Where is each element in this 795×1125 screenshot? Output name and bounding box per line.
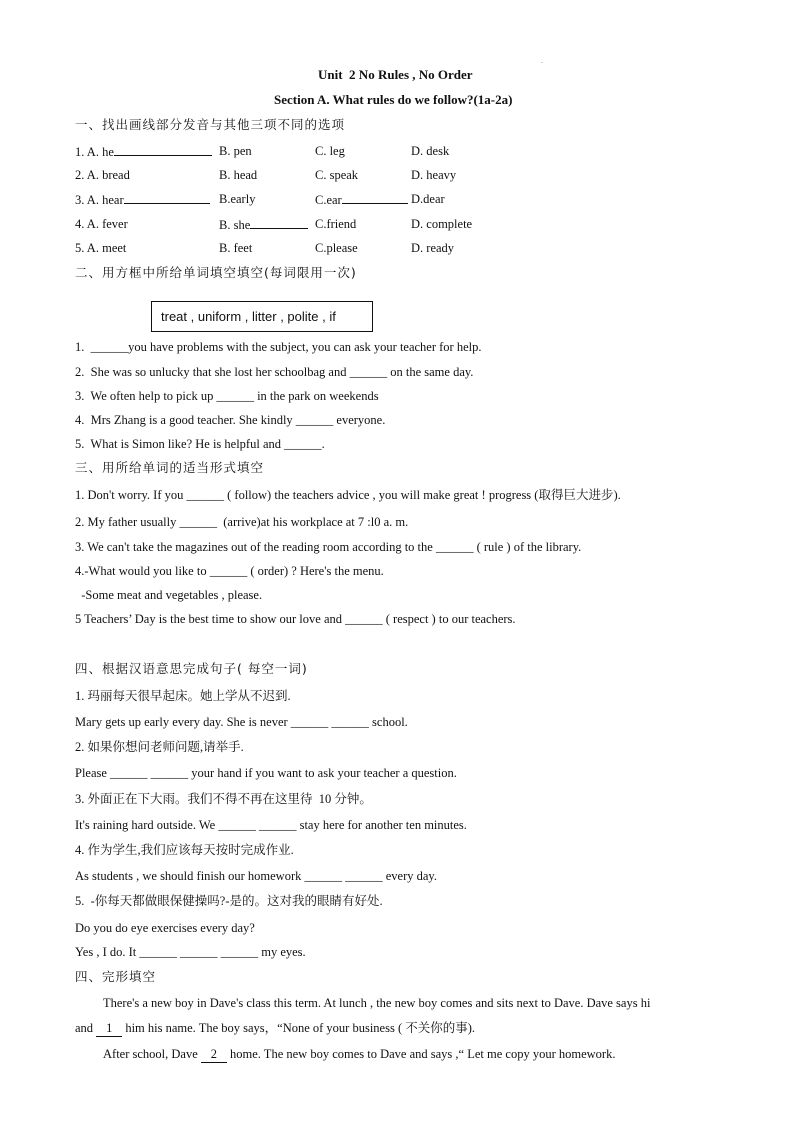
part5-heading: 四、完形填空 bbox=[75, 969, 157, 984]
part2-item-1: 1. ______you have problems with the subject, you can ask your teacher for help. bbox=[75, 340, 482, 354]
row1-option-d: D. desk bbox=[411, 144, 450, 158]
row4-option-b: B. she bbox=[219, 216, 308, 233]
part4-en-2: Please ______ ______ your hand if you want to ask your teacher a question. bbox=[75, 766, 457, 780]
part4-en-4: As students , we should finish our homework ______ ______ every day. bbox=[75, 869, 437, 883]
part3-item-3: 3. We can't take the magazines out of the reading room according to the ______ ( rule ) of the library. bbox=[75, 540, 582, 554]
part3-item-5: 5 Teachers’ Day is the best time to show our love and ______ ( respect ) to our teachers. bbox=[75, 612, 516, 626]
cloze-paragraph-line-2: and 1 him his name. The boy says，“None of your business ( 不关你的事). bbox=[75, 1021, 476, 1035]
page-title: Unit 2 No Rules , No Order bbox=[318, 67, 473, 82]
cloze-paragraph-line-3: After school, Dave 2 home. The new boy comes to Dave and says ,“ Let me copy your homework. bbox=[103, 1047, 616, 1061]
row3-option-c: C.ear bbox=[315, 191, 408, 208]
part4-en-1: Mary gets up early every day. She is never ______ ______ school. bbox=[75, 715, 408, 729]
part2-item-4: 4. Mrs Zhang is a good teacher. She kindly ______ everyone. bbox=[75, 413, 386, 427]
part2-item-5: 5. What is Simon like? He is helpful and ______. bbox=[75, 437, 325, 451]
row3-option-d: D.dear bbox=[411, 192, 445, 206]
part4-cn-2: 2. 如果你想问老师问题,请举手. bbox=[75, 740, 244, 754]
row2-option-c: C. speak bbox=[315, 168, 359, 182]
part2-item-2: 2. She was so unlucky that she lost her schoolbag and ______ on the same day. bbox=[75, 365, 474, 379]
corner-mark: . bbox=[541, 56, 543, 65]
part4-cn-5: 5. -你每天都做眼保健操吗?-是的。这对我的眼睛有好处. bbox=[75, 894, 383, 908]
row4-option-c: C.friend bbox=[315, 217, 357, 231]
row1-option-c: C. leg bbox=[315, 144, 345, 158]
row4-option-a: 4. A. fever bbox=[75, 217, 128, 231]
row3-option-b: B.early bbox=[219, 192, 256, 206]
row1-option-a: 1. A. he bbox=[75, 143, 212, 160]
part3-heading: 三、用所给单词的适当形式填空 bbox=[75, 460, 265, 475]
row5-option-a: 5. A. meet bbox=[75, 241, 127, 255]
row1-option-b: B. pen bbox=[219, 144, 252, 158]
part4-heading: 四、根据汉语意思完成句子( 每空一词) bbox=[75, 661, 308, 676]
cloze-blank-2: 2 bbox=[201, 1046, 227, 1063]
part4-cn-3: 3. 外面正在下大雨。我们不得不再在这里待 10 分钟。 bbox=[75, 792, 372, 806]
row2-option-d: D. heavy bbox=[411, 168, 457, 182]
part3-item-1: 1. Don't worry. If you ______ ( follow) the teachers advice , you will make great ! progress (取得巨大进步). bbox=[75, 488, 621, 502]
part4-cn-1: 1. 玛丽每天很早起床。她上学从不迟到. bbox=[75, 689, 291, 703]
row5-option-b: B. feet bbox=[219, 241, 253, 255]
row4-option-d: D. complete bbox=[411, 217, 473, 231]
row2-option-b: B. head bbox=[219, 168, 258, 182]
part3-item-4-answer: -Some meat and vegetables , please. bbox=[75, 588, 263, 602]
row2-option-a: 2. A. bread bbox=[75, 168, 130, 182]
row5-option-c: C.please bbox=[315, 241, 358, 255]
cloze-blank-1: 1 bbox=[96, 1020, 122, 1037]
part4-en-5b: Yes , I do. It ______ ______ ______ my eyes. bbox=[75, 945, 306, 959]
part3-item-2: 2. My father usually ______ (arrive)at his workplace at 7 :l0 a. m. bbox=[75, 515, 409, 529]
cloze-paragraph-line-1: There's a new boy in Dave's class this term. At lunch , the new boy comes and sits next to Dave. Dave says hi bbox=[103, 996, 651, 1010]
part3-item-4: 4.-What would you like to ______ ( order) ? Here's the menu. bbox=[75, 564, 384, 578]
part4-en-5a: Do you do eye exercises every day? bbox=[75, 921, 255, 935]
part2-heading: 二、用方框中所给单词填空填空(每词限用一次) bbox=[75, 265, 357, 280]
word-box: treat , uniform , litter , polite , if bbox=[151, 301, 373, 332]
part2-item-3: 3. We often help to pick up ______ in the park on weekends bbox=[75, 389, 379, 403]
page-subtitle: Section A. What rules do we follow?(1a-2a) bbox=[274, 92, 513, 107]
part4-en-3: It's raining hard outside. We ______ ______ stay here for another ten minutes. bbox=[75, 818, 467, 832]
part1-heading: 一、找出画线部分发音与其他三项不同的选项 bbox=[75, 117, 346, 132]
row3-option-a: 3. A. hear bbox=[75, 191, 210, 208]
part4-cn-4: 4. 作为学生,我们应该每天按时完成作业. bbox=[75, 843, 294, 857]
row5-option-d: D. ready bbox=[411, 241, 455, 255]
